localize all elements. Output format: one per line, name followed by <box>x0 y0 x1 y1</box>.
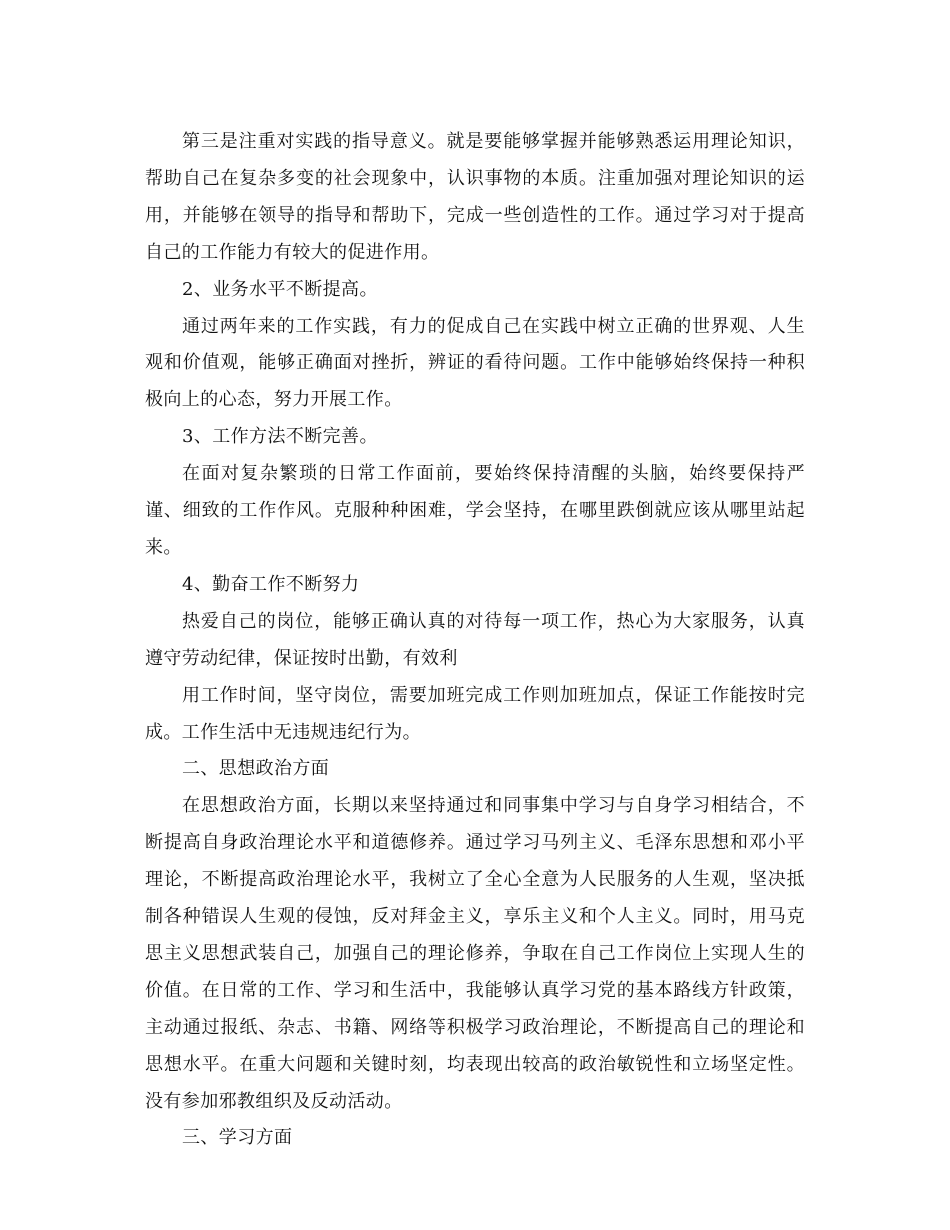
paragraph-work-time: 用工作时间，坚守岗位，需要加班完成工作则加班加点，保证工作能按时完成。工作生活中无违规违纪行为。 <box>145 684 805 743</box>
heading-diligent-work: 4、勤奋工作不断努力 <box>182 573 360 595</box>
heading-political-thought: 二、思想政治方面 <box>182 758 330 780</box>
heading-business-level: 2、业务水平不断提高。 <box>182 278 378 300</box>
paragraph-political-study: 在思想政治方面，长期以来坚持通过和同事集中学习与自身学习相结合，不断提高自身政治理论水平和道德修养。通过学习马列主义、毛泽东思想和邓小平理论，不断提高政治理论水平，我树立了全心全意为人民服务的人生观，坚决抵制各种错误人生观的侵蚀，反对拜金主义，享乐主义和个人主义。同时，用马克思主义思想武装自己，加强自己的理论修养，争取在自己工作岗位上实现人生的价值。在日常的工作、学习和生活中，我能够认真学习党的基本路线方针政策，主动通过报纸、杂志、书籍、网络等积极学习政治理论，不断提高自己的理论和思想水平。在重大问题和关键时刻，均表现出较高的政治敏锐性和立场坚定性。没有参加邪教组织及反动活动。 <box>145 795 805 1112</box>
paragraph-work-practice: 通过两年来的工作实践，有力的促成自己在实践中树立正确的世界观、人生观和价值观，能够正确面对挫折，辨证的看待问题。工作中能够始终保持一种积极向上的心态，努力开展工作。 <box>145 315 805 411</box>
document-body <box>145 124 805 1157</box>
paragraph-daily-work: 在面对复杂繁琐的日常工作面前，要始终保持清醒的头脑，始终要保持严谨、细致的工作作风。克服种种困难，学会坚持，在哪里跌倒就应该从哪里站起来。 <box>145 463 805 558</box>
heading-work-method: 3、工作方法不断完善。 <box>182 426 378 448</box>
heading-study: 三、学习方面 <box>182 1127 293 1149</box>
paragraph-love-post: 热爱自己的岗位，能够正确认真的对待每一项工作，热心为大家服务，认真遵守劳动纪律，保证按时出勤，有效利 <box>145 610 805 669</box>
paragraph-practice-guidance: 第三是注重对实践的指导意义。就是要能够掌握并能够熟悉运用理论知识，帮助自己在复杂多变的社会现象中，认识事物的本质。注重加强对理论知识的运用，并能够在领导的指导和帮助下，完成一些创造性的工作。通过学习对于提高自己的工作能力有较大的促进作用。 <box>145 131 805 263</box>
